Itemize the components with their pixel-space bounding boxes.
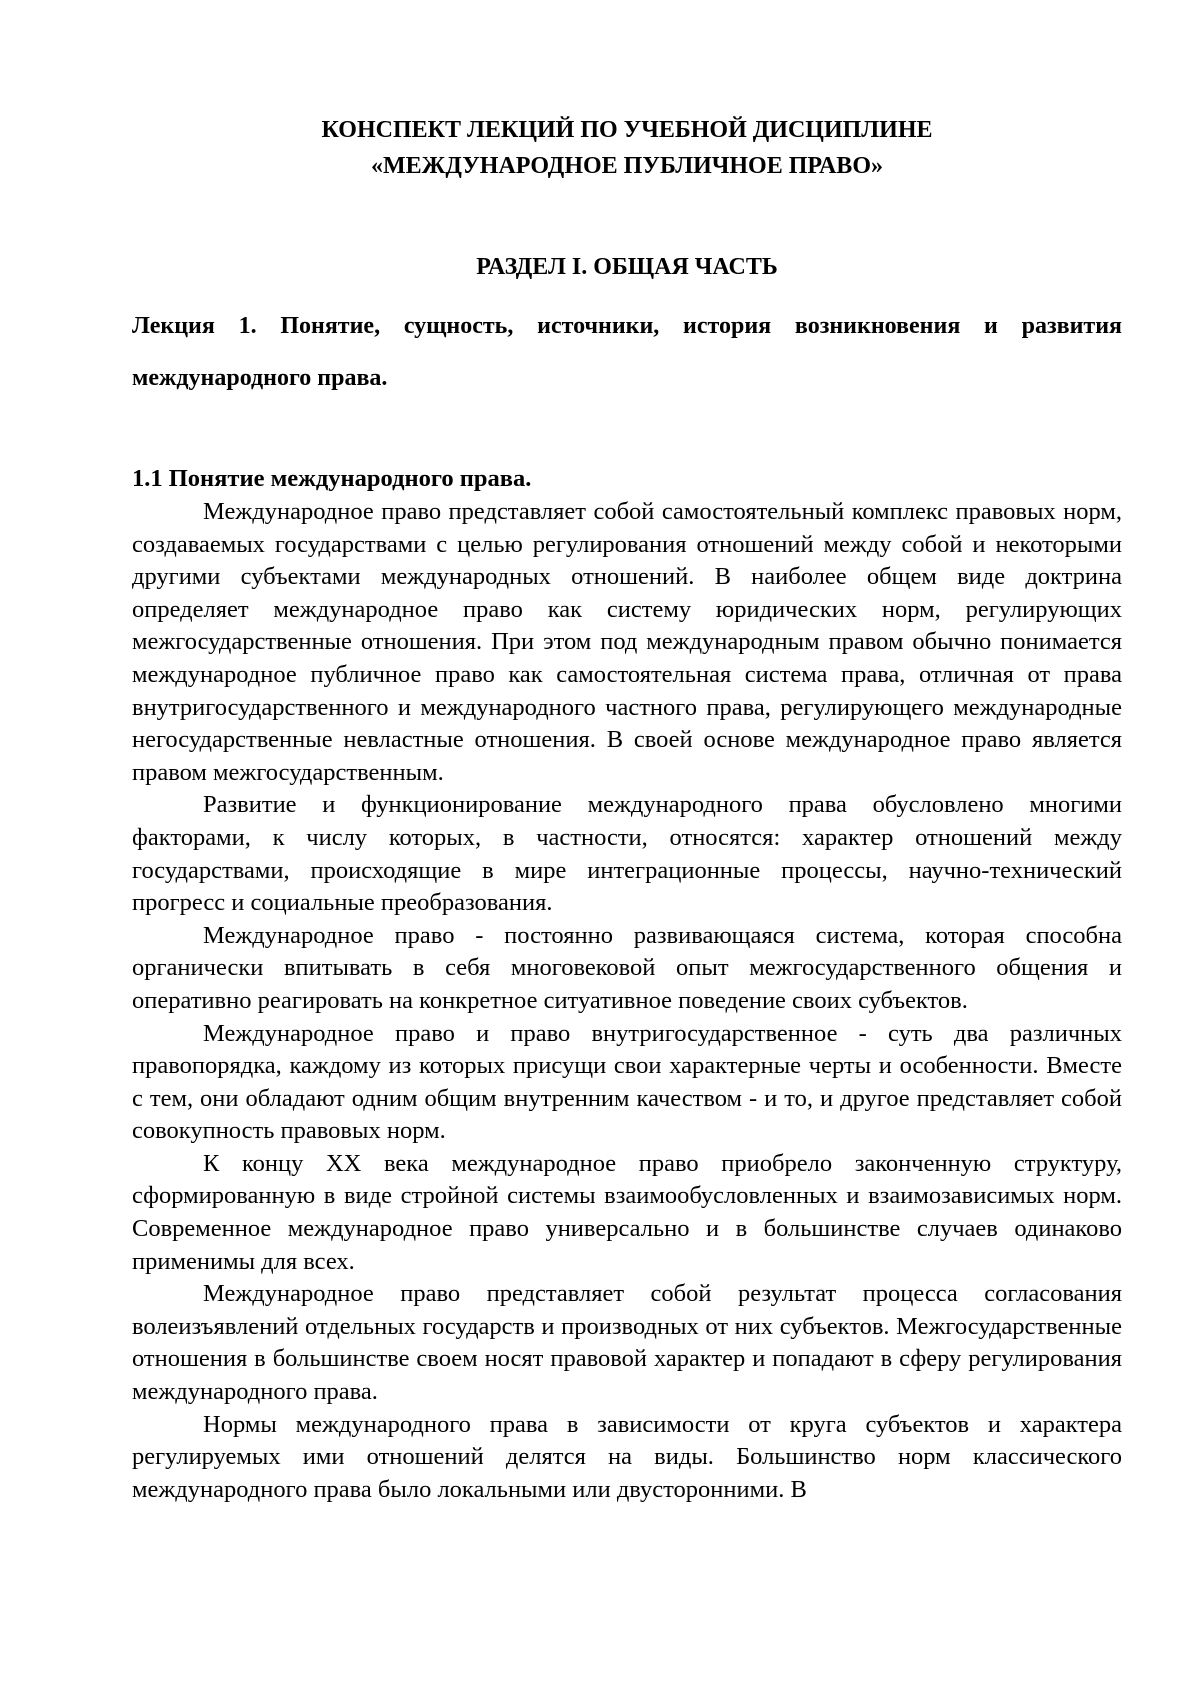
page-content	[132, 112, 1122, 1506]
document-title-line-2: «МЕЖДУНАРОДНОЕ ПУБЛИЧНОЕ ПРАВО»	[371, 153, 883, 179]
section-title: РАЗДЕЛ I. ОБЩАЯ ЧАСТЬ	[476, 254, 778, 280]
paragraph: Международное право представляет собой результат процесса согласования волеизъявлений отдельных государств и производных от них субъектов. Межгосударственные отношения в большинстве своем носят правовой характер и попадают в сферу регулирования международного права.	[132, 1280, 1122, 1406]
paragraph: Развитие и функционирование международного права обусловлено многими факторами, к числу которых, в частности, относятся: характер отношений между государствами, происходящие в мире интеграционные процессы, научно-технический прогресс и социальные преобразования.	[132, 791, 1122, 917]
paragraph: К концу XX века международное право приобрело законченную структуру, сформированную в виде стройной системы взаимообусловленных и взаимозависимых норм. Современное международное право универсально и в большинстве случаев одинаково применимы для всех.	[132, 1149, 1122, 1275]
body-text	[132, 496, 1122, 1506]
paragraph: Нормы международного права в зависимости от круга субъектов и характера регулируемых ими отношений делятся на виды. Большинство норм классического международного права было локальными или двусторонними. В	[132, 1410, 1122, 1503]
lecture-title: Лекция 1. Понятие, сущность, источники, история возникновения и развития международного права.	[132, 313, 1122, 391]
subsection-title: 1.1 Понятие международного права.	[132, 465, 532, 492]
paragraph: Международное право и право внутригосударственное - суть два различных правопорядка, каждому из которых присущи свои характерные черты и особенности. Вместе с тем, они обладают одним общим внутренним качеством - и то, и другое представляет собой совокупность правовых норм.	[132, 1019, 1122, 1145]
document-title	[132, 112, 1122, 184]
document-title-line-1: КОНСПЕКТ ЛЕКЦИЙ ПО УЧЕБНОЙ ДИСЦИПЛИНЕ	[321, 117, 933, 143]
paragraph: Международное право представляет собой самостоятельный комплекс правовых норм, создаваемых государствами с целью регулирования отношений между собой и некоторыми другими субъектами международных отношений. В наиболее общем виде доктрина определяет международное право как систему юридических норм, регулирующих межгосударственные отношения. При этом под международным правом обычно понимается международное публичное право как самостоятельная система права, отличная от права внутригосударственного и международного частного права, регулирующего международные негосударственные невластные отношения. В своей основе международное право является правом межгосударственным.	[132, 498, 1122, 786]
paragraph: Международное право - постоянно развивающаяся система, которая способна органически впитывать в себя многовековой опыт межгосударственного общения и оперативно реагировать на конкретное ситуативное поведение своих субъектов.	[132, 921, 1122, 1014]
